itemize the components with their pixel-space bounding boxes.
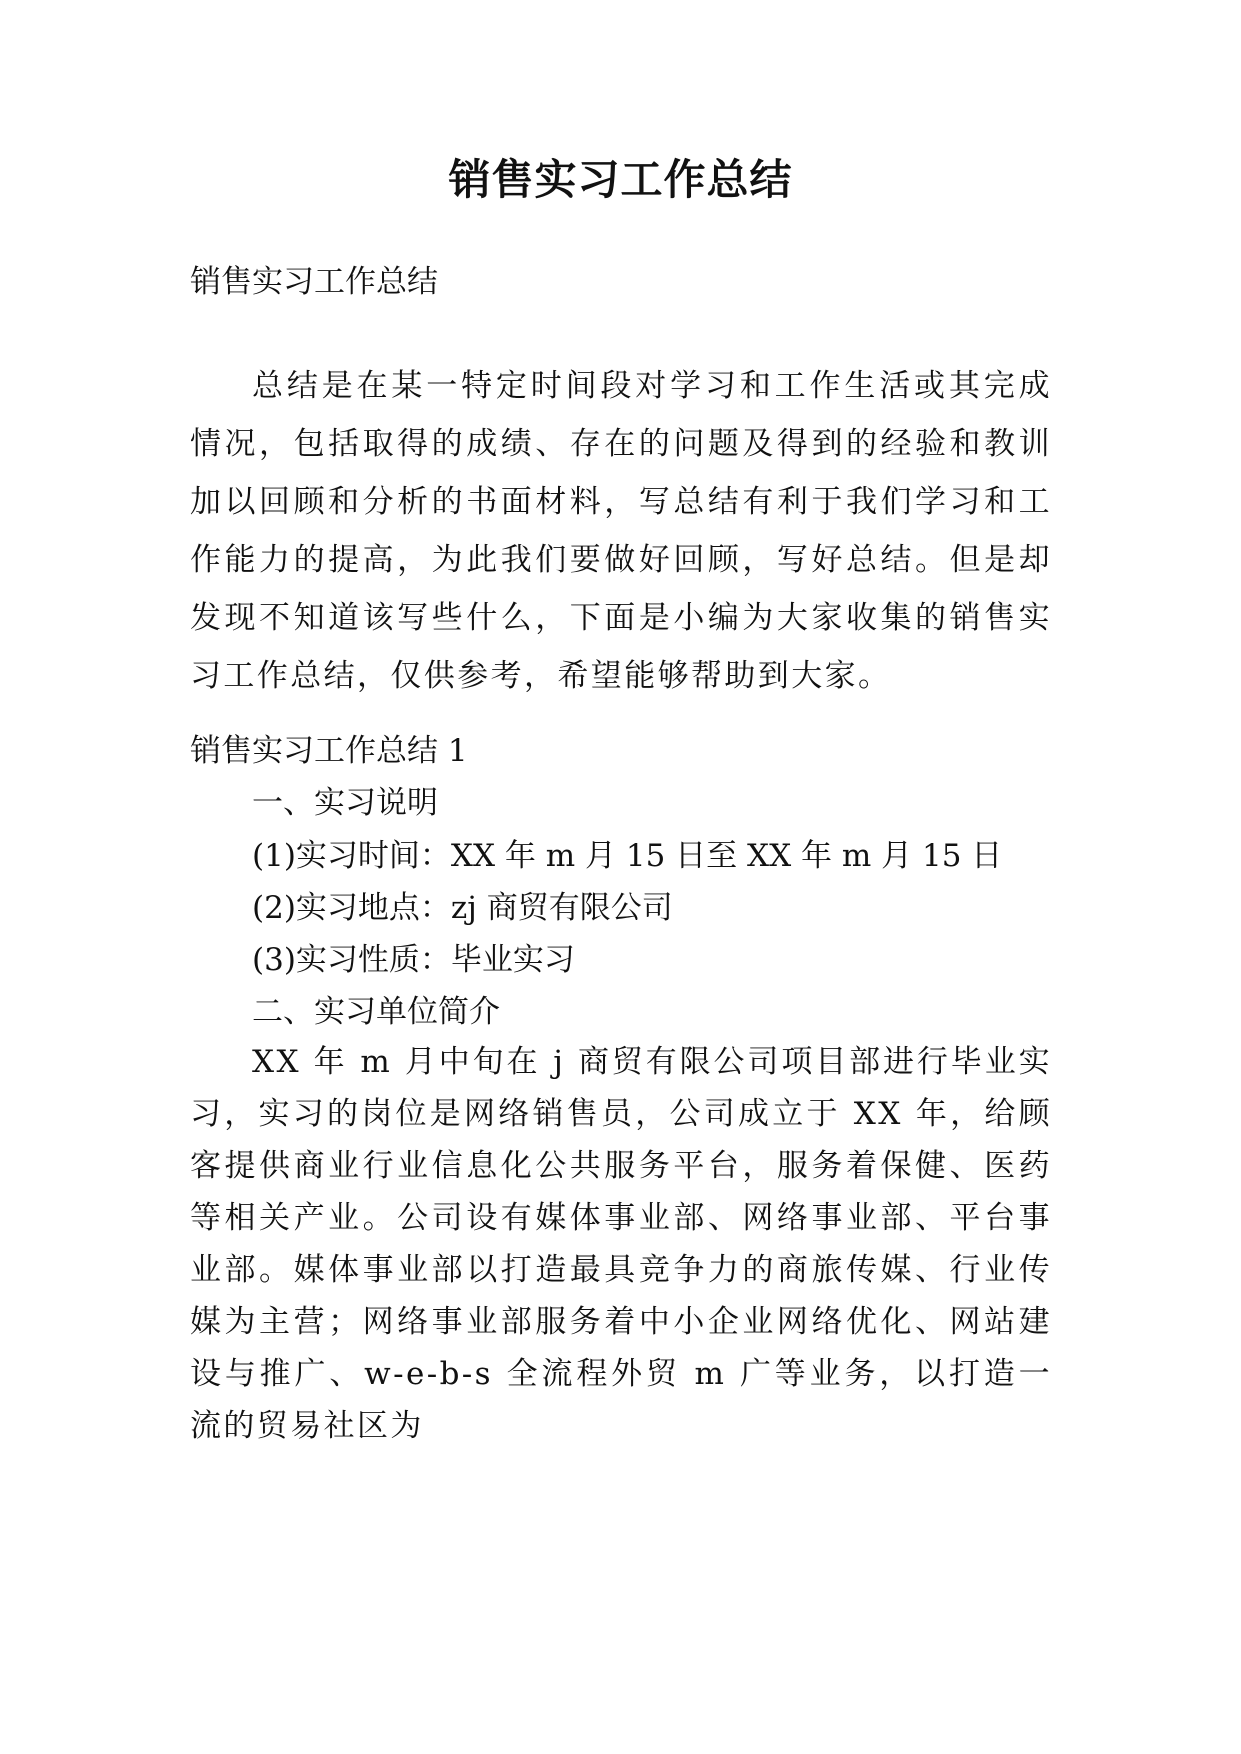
item-internship-place: (2)实习地点：zj 商贸有限公司 bbox=[252, 890, 673, 926]
item-heading-company-intro: 二、实习单位简介 bbox=[252, 994, 500, 1030]
item-internship-time: (1)实习时间：XX 年 m 月 15 日至 XX 年 m 月 15 日 bbox=[252, 838, 1003, 874]
document-title: 销售实习工作总结 bbox=[448, 155, 793, 204]
company-paragraph: XX 年 m 月中旬在 j 商贸有限公司项目部进行毕业实习，实习的岗位是网络销售员，公司成立于 XX 年，给顾客提供商业行业信息化公共服务平台，服务着保健、医药等相关产业。公司设有媒体事业部、网络事业部、平台事业部。媒体事业部以打造最具竞争力的商旅传媒、行业传媒为主营；网络事业部服务着中小企业网络优化、网站建设与推广、w-e-b-s 全流程外贸 m 广等业务，以打造一流的贸易社区为 bbox=[190, 1044, 1052, 1444]
document-subtitle: 销售实习工作总结 bbox=[190, 264, 438, 300]
intro-paragraph: 总结是在某一特定时间段对学习和工作生活或其完成情况，包括取得的成绩、存在的问题及得到的经验和教训加以回顾和分析的书面材料，写总结有利于我们学习和工作能力的提高，为此我们要做好回顾，写好总结。但是却发现不知道该写些什么，下面是小编为大家收集的销售实习工作总结，仅供参考，希望能够帮助到大家。 bbox=[190, 368, 1052, 694]
item-internship-nature: (3)实习性质：毕业实习 bbox=[252, 942, 575, 978]
item-heading-internship-description: 一、实习说明 bbox=[252, 785, 438, 821]
section-heading: 销售实习工作总结 1 bbox=[190, 733, 468, 769]
